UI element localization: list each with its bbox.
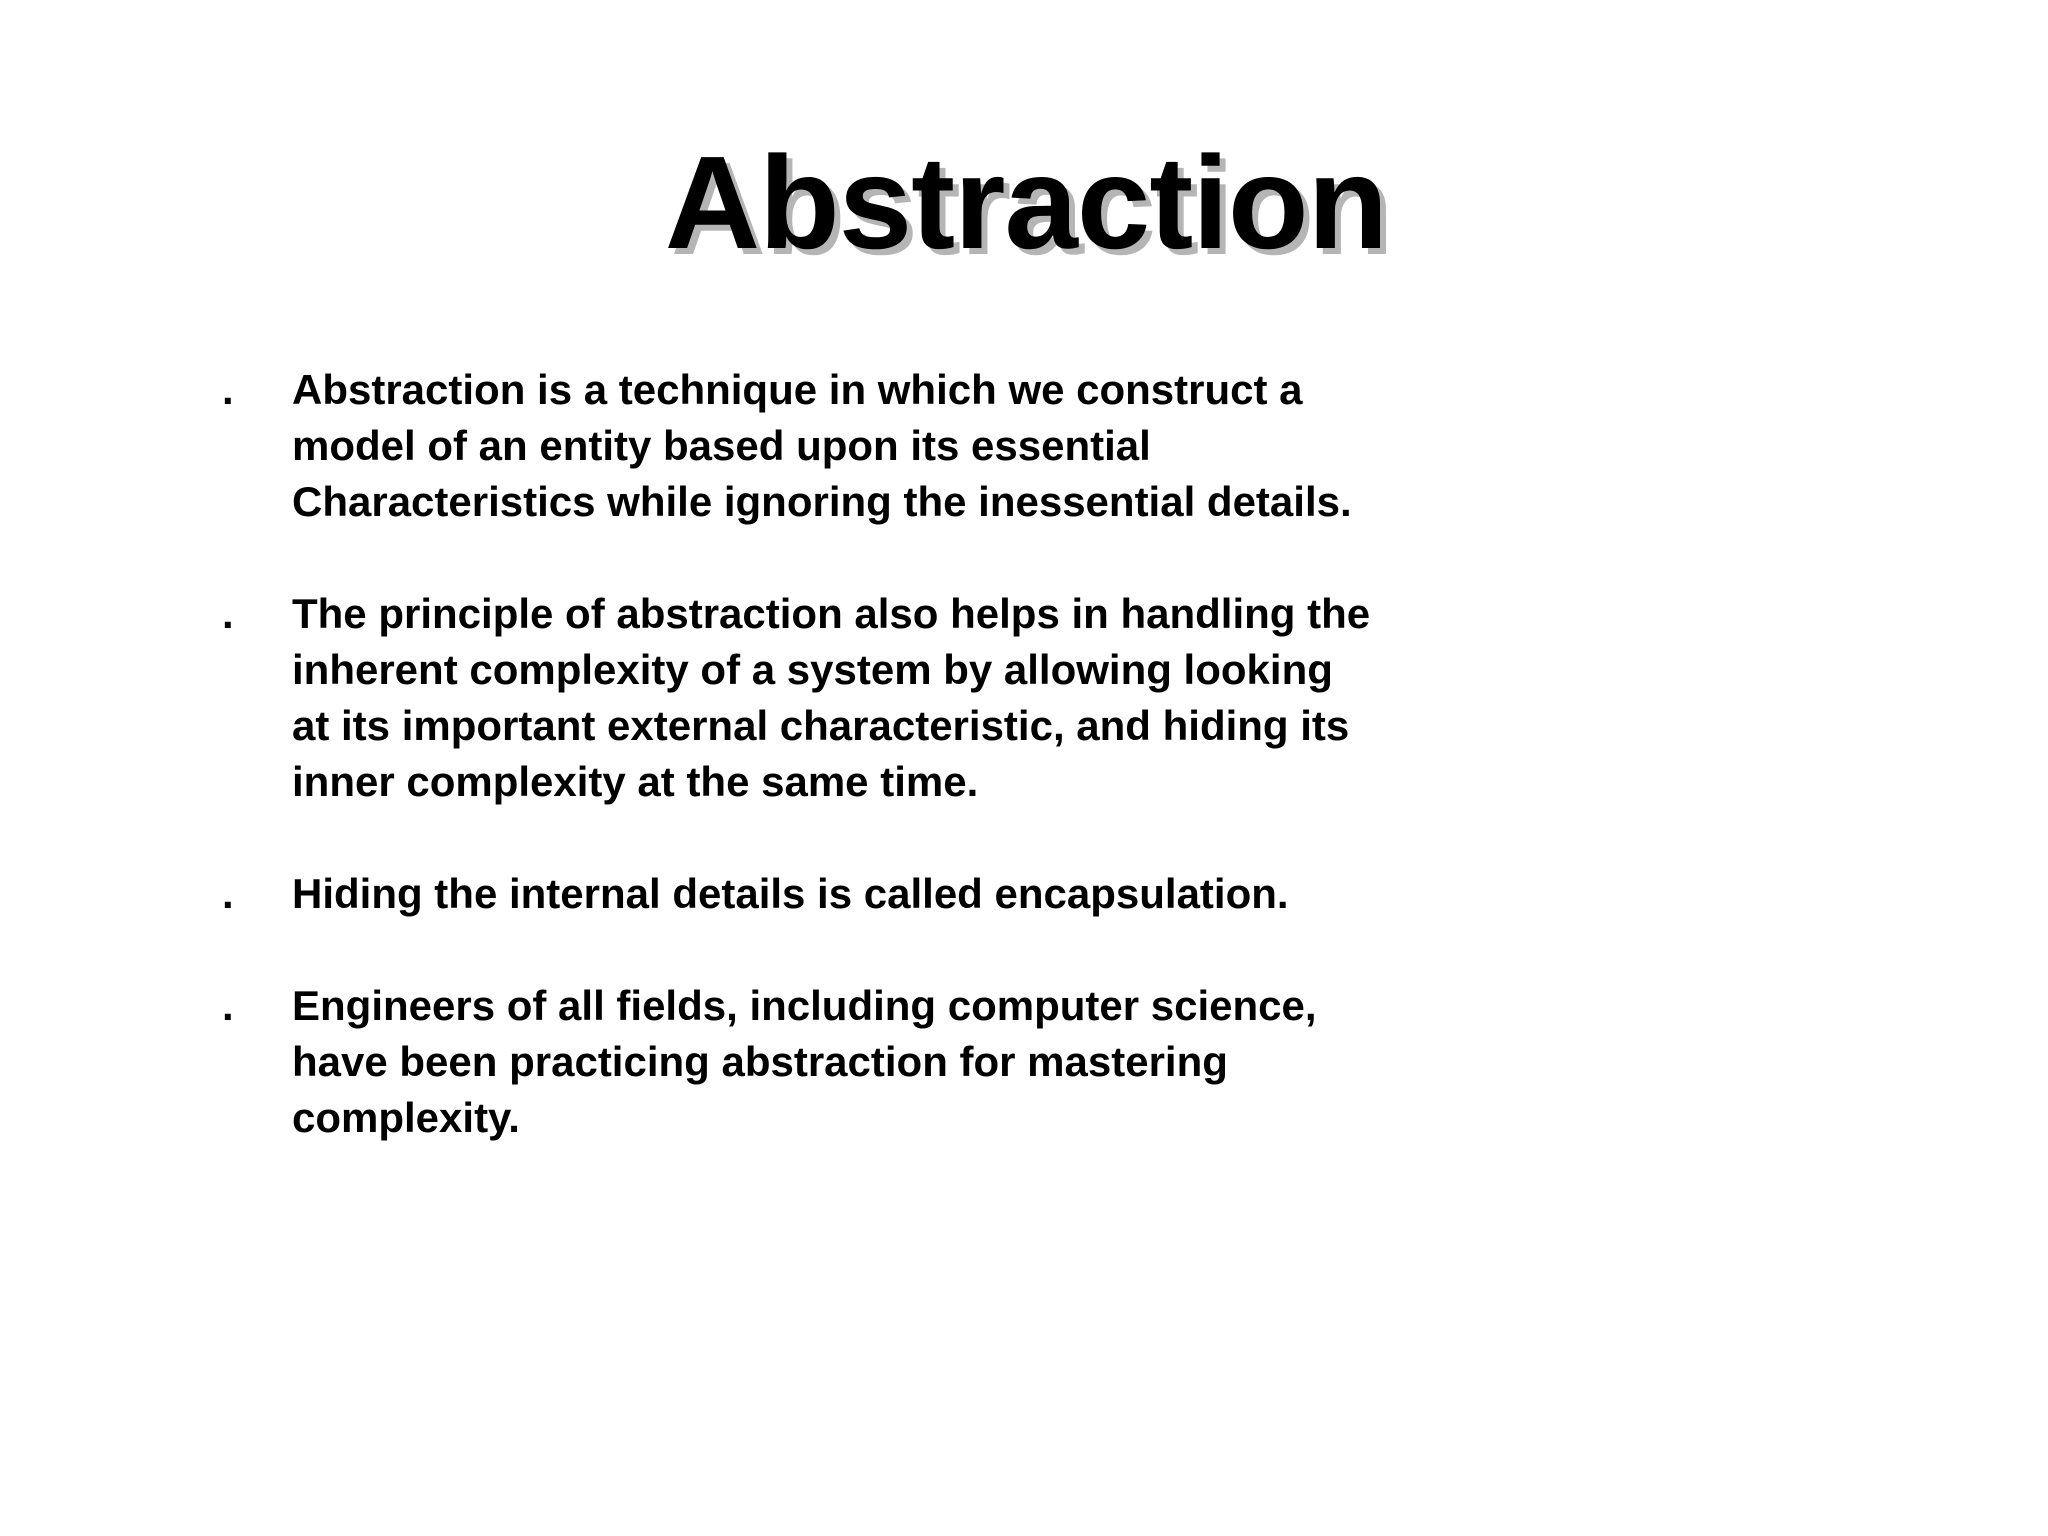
bullet-marker: . bbox=[222, 366, 234, 413]
bullet-list bbox=[222, 362, 1522, 1202]
bullet-item bbox=[222, 978, 1522, 1146]
slide-title: Abstraction bbox=[664, 129, 1388, 276]
bullet-text: The principle of abstraction also helps in handling the inherent complexity of a system by allowing looking at its important external characteristic, and hiding its inner complexity at the same time. bbox=[292, 590, 1371, 805]
bullet-text: Hiding the internal details is called encapsulation. bbox=[292, 870, 1289, 917]
bullet-text: Abstraction is a technique in which we construct a model of an entity based upon its essential Characteristics while ignoring the inessential details. bbox=[292, 366, 1352, 525]
bullet-item bbox=[222, 586, 1522, 810]
bullet-marker: . bbox=[222, 870, 234, 917]
bullet-marker: . bbox=[222, 982, 234, 1029]
bullet-item bbox=[222, 362, 1522, 530]
bullet-text: Engineers of all fields, including computer science, have been practicing abstraction for mastering complexity. bbox=[292, 982, 1317, 1141]
bullet-marker: . bbox=[222, 590, 234, 637]
bullet-item bbox=[222, 866, 1522, 922]
